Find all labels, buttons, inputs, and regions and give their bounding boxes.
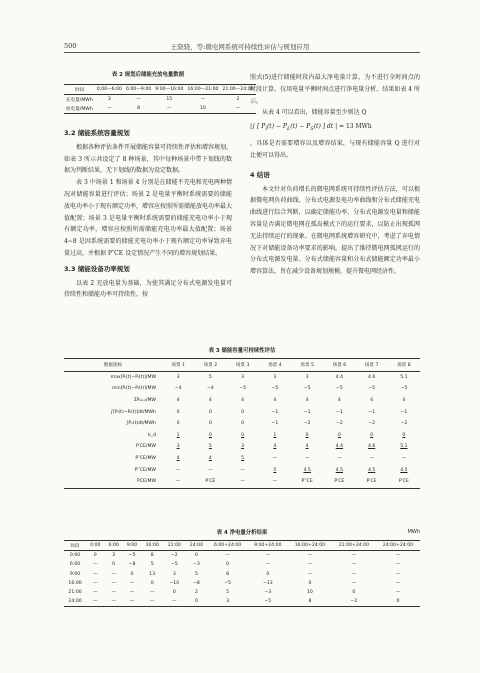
table4-row: [64, 597, 420, 607]
table4-cell: —: [92, 580, 98, 586]
table2-header-cell: 9:00—16:00: [155, 87, 184, 92]
table4-row: [64, 588, 420, 597]
table3-header-cell: 场景 7: [364, 362, 379, 368]
table3-header-cell: 场景 8: [397, 362, 411, 368]
table4-header-cell: 24:00+24:00: [382, 543, 414, 549]
table4: [64, 540, 420, 607]
table3-cell: 3: [176, 374, 180, 380]
table3-cell: —: [337, 456, 342, 462]
table2-cell: —: [235, 106, 241, 111]
table4-cell: 8: [150, 553, 154, 559]
table2-header-cell: 时间: [74, 87, 84, 93]
table3-cell: 4: [305, 444, 309, 450]
table4-cell: —: [149, 590, 155, 596]
table3-cell: ∫[Pᵢ(t)−Pₗ(t)]dt/MWh: [110, 409, 156, 415]
table3-cell: 4: [176, 456, 180, 462]
table3-cell: 0: [337, 432, 341, 438]
table3-cell: −4: [206, 386, 214, 392]
table2-cell: 2: [236, 97, 240, 102]
table2: [64, 84, 256, 114]
table3-cell: P‴CE/MW: [134, 467, 156, 473]
table3-cell: 3: [273, 374, 277, 380]
table3-cell: 0: [370, 432, 374, 438]
table3-cell: −5: [303, 386, 311, 392]
table4-header-cell: 6:00+24:00: [213, 543, 242, 549]
table4-cell: —: [307, 553, 313, 559]
table3-cell: ∫Pₛ(t)dt/MWh: [126, 421, 156, 427]
left-paragraph-2: 表 3 中场景 1 和场景 4 分别是在储能不充电和充电两种情况对储能容量进行评估；场景 2 是电量平衡时系统需要的储能放电功率小于现有额定功率，增容应按照所需储能放电功率最大值配置；场景 3 是电量平衡时系统需要的储能充电功率小于现有额定功率，增容应按照所需储能充电功率最大值配置；场景 4~8 是因系统需要的储能充电功率小于现有额定功率导致弃电量过高，并根据 P″CE 设定情况产生不同的增容规划结果。: [64, 179, 233, 257]
table4-header-cell: 0:00: [90, 543, 101, 549]
table4-header-cell: 21:00: [167, 543, 181, 549]
header-rule: [64, 52, 420, 53]
table4-cell: —: [351, 580, 357, 586]
table3-cell: 4.6: [367, 444, 376, 450]
table3-header-cell: 场景 4: [268, 362, 282, 368]
table3-cell: P′CE: [334, 479, 345, 485]
table3-cell: 5: [273, 467, 277, 473]
table3-cell: 4.5: [335, 467, 344, 473]
table3-cell: —: [272, 479, 278, 485]
table4-cell: −5: [264, 599, 272, 605]
table3-cell: 1: [273, 432, 277, 438]
table4-cell: 3: [172, 571, 176, 577]
table4-cell: 0: [194, 553, 198, 559]
table3-row: [64, 383, 420, 395]
table3-cell: −5: [400, 386, 408, 392]
table3-row: [64, 406, 420, 418]
table4-cell: 5: [226, 590, 230, 596]
table3-cell: 4: [305, 398, 309, 404]
table3-cell: P″CE/MW: [135, 456, 156, 462]
table3-cell: P′CE: [398, 479, 409, 485]
table3-cell: 0: [208, 432, 212, 438]
right-column: [250, 72, 420, 278]
table4-cell: —: [111, 590, 116, 596]
table4-cell: —: [395, 562, 401, 568]
table3-row: [64, 476, 420, 488]
table4-cell: 0: [226, 562, 230, 568]
table4-cell: 24:00: [68, 599, 82, 605]
table3: [64, 358, 420, 489]
table4-cell: —: [172, 599, 177, 605]
table4-header-cell: 9:00: [126, 543, 138, 549]
running-header: 王骁骁，等:微电网系统可持续性评估与规划应用: [170, 43, 310, 51]
table3-header-cell: 场景 3: [235, 362, 250, 368]
table3-cell: 5.1: [400, 374, 408, 380]
table2-header-cell: 21:00—24:00: [222, 87, 254, 92]
table3-cell: —: [401, 456, 407, 462]
table3-cell: 0: [305, 432, 309, 438]
table3-cell: −1: [303, 409, 311, 415]
table3-cell: —: [175, 479, 181, 485]
table3-cell: −5: [239, 386, 246, 392]
table4-cell: 8: [226, 571, 230, 577]
table3-cell: 3: [241, 444, 245, 450]
page-number: 500: [64, 42, 77, 50]
section-3-2-heading: 3.2 储能系统容量规划: [64, 129, 130, 137]
table3-cell: 3: [305, 374, 309, 380]
right-paragraph-1: 照式(5)进行储能时段内最大净电量计算，为不进行全时间点的时段计算，仅用电量平衡时间点进行净电量分析，结果如表 4 所示。: [250, 74, 420, 105]
table4-cell: —: [149, 599, 155, 605]
table4-cell: 16:00: [68, 580, 82, 586]
table2-cell: —: [200, 97, 206, 102]
table4-cell: 21:00: [68, 590, 82, 596]
table4-cell: —: [111, 599, 116, 605]
table4-cell: —: [92, 571, 98, 577]
table4-cell: 10: [306, 590, 313, 596]
table3-cell: −5: [271, 386, 279, 392]
table3-cell: —: [304, 456, 310, 462]
table3-cell: —: [208, 467, 213, 473]
table4-cell: 8: [308, 599, 312, 605]
table4-unit: MWh: [407, 529, 420, 535]
table4-cell: 0: [112, 562, 116, 568]
table2-cell: —: [167, 106, 172, 111]
table2-cell: 15: [166, 97, 173, 102]
table3-cell: 4: [337, 398, 341, 404]
table4-header-cell: 时段: [70, 543, 80, 549]
table2-cell: 3: [107, 97, 111, 102]
table3-cell: 0: [176, 409, 180, 415]
equation-result: = 13 MWh: [339, 123, 372, 131]
table3-cell: −2: [400, 421, 408, 427]
table3-cell: −1: [335, 409, 343, 415]
table3-row: [64, 430, 420, 442]
table4-cell: —: [111, 580, 116, 586]
table4-cell: −5: [170, 562, 178, 568]
table3-cell: −2: [368, 421, 375, 427]
left-paragraph-1: 根据各种评估条件开展储能容量可持续性评估和增容规划，如表 3 所示共设定了 8 种场景，其中每种场景中带下划线的数据为判断结果，无下划线的数据为设定数据。: [64, 143, 233, 175]
table4-cell: —: [395, 590, 401, 596]
table4-cell: —: [351, 562, 357, 568]
right-paragraph-3: 本文针对负荷增长的微电网系统可持续性评估方法，可以根据微电网负荷曲线、分布式电源发电功率曲线和分布式储能充电曲线进行综合判断，以确定储能功率、分布式电源发电量和储能容量是否满足微电网在孤岛模式下的运行要求，以防止出现孤网无法持续运行的现象。在微电网系统增容研究中，考虑了弃电情况下对储能设备功率要求的影响，提出了维持微电网孤网运行的分布式电源发电量、分布式储能容量和分布式储能额定功率最小增容算法，旨在减少设备规划规模，提升微电网经济性。: [250, 185, 420, 276]
table3-cell: 3: [176, 444, 180, 450]
table3-cell: 4.4: [335, 374, 344, 380]
table4-cell: —: [92, 562, 98, 568]
table4-cell: −2: [350, 599, 358, 605]
table4-header-cell: 16:00+24:00: [294, 543, 326, 549]
table3-cell: 4.5: [367, 467, 376, 473]
table4-cell: —: [395, 580, 401, 586]
table4-cell: −5: [224, 580, 231, 586]
table4-row: [64, 551, 420, 561]
table4-cell: −13: [262, 580, 273, 586]
table3-cell: —: [272, 456, 278, 462]
table4-cell: 0: [396, 599, 400, 605]
table3-cell: 4: [241, 398, 245, 404]
table3-header-cell: 场景 6: [332, 362, 347, 368]
table4-cell: —: [129, 590, 135, 596]
table4-row: [64, 560, 420, 569]
table4-cell: 0: [266, 571, 270, 577]
table4-cell: 0:00: [69, 553, 81, 559]
table2-header-cell: 16:00—21:00: [187, 87, 219, 92]
table4-cell: 2: [194, 590, 198, 596]
table3-row: [64, 418, 420, 430]
equation: |∫ [ $P_i(t) - P_L(t) - P_S(t)$ ] dt | = 13 MWh: [250, 123, 372, 133]
table4-cell: −2: [170, 553, 178, 559]
table4-cell: 5: [194, 571, 198, 577]
table3-cell: 4: [370, 398, 374, 404]
table4-cell: —: [351, 553, 357, 559]
table3-cell: 4: [273, 398, 277, 404]
table3-cell: P′CE: [366, 479, 377, 485]
table4-cell: −8: [193, 580, 200, 586]
table3-header-cell: 场景 2: [203, 362, 218, 368]
table3-cell: 0: [176, 421, 180, 427]
table3-row: [64, 453, 420, 465]
table2-cell: 10: [199, 106, 206, 111]
table3-cell: k_d: [148, 432, 156, 438]
table4-cell: 3: [226, 599, 230, 605]
table3-cell: P′CE/MW: [136, 444, 156, 450]
table3-cell: 0: [241, 409, 245, 415]
table3-caption: 表 3 储能容量可持续性评估: [208, 348, 276, 354]
table4-cell: —: [395, 553, 401, 559]
table4-cell: —: [129, 599, 135, 605]
table4-cell: 9:00: [69, 571, 81, 577]
table4-cell: —: [351, 571, 357, 577]
table3-cell: max[Pᵢ(t)−Pₗ(t)]/MW: [110, 374, 156, 380]
table4-cell: —: [92, 590, 98, 596]
table4-cell: 0: [130, 571, 134, 577]
table3-cell: 1: [176, 432, 180, 438]
table3-row: [64, 371, 420, 383]
table3-cell: 4: [273, 444, 277, 450]
table4-cell: 0: [150, 580, 154, 586]
table4-header-cell: 6:00: [108, 543, 119, 549]
table4-cell: 0: [93, 553, 97, 559]
table3-cell: 0: [241, 421, 245, 427]
table2-header-cell: 0:00—6:00: [96, 87, 122, 92]
table4-cell: —: [307, 562, 313, 568]
table3-cell: —: [369, 456, 374, 462]
table3-cell: −1: [400, 409, 408, 415]
table3-cell: 5: [208, 444, 212, 450]
right-paragraph-2a: 从表 4 可以看出，储能容量至少则达 Q: [262, 109, 367, 117]
table4-row: [64, 570, 420, 579]
table3-cell: PCE/MW: [137, 479, 156, 485]
table4-cell: 0: [308, 580, 312, 586]
table3-cell: —: [240, 467, 245, 473]
table2-header-cell: 6:00—9:00: [125, 87, 152, 92]
table3-cell: 5: [208, 374, 212, 380]
table3-cell: −1: [271, 409, 279, 415]
table4-header-cell: 24:00: [189, 543, 204, 549]
table4-cell: −5: [128, 553, 136, 559]
table3-cell: 4: [208, 456, 212, 462]
table4-row: [64, 579, 420, 588]
table3-cell: 0: [208, 409, 212, 415]
table4-cell: 6:00: [69, 562, 81, 568]
table3-cell: —: [175, 467, 181, 473]
table3-header-cell: 场景 5: [300, 362, 314, 368]
table4-cell: 3: [112, 553, 116, 559]
table4-cell: −8: [128, 562, 136, 568]
table2-cell: 8: [137, 106, 141, 111]
table4-cell: −3: [264, 590, 272, 596]
table3-cell: 4.4: [335, 444, 344, 450]
table2-cell: —: [136, 97, 141, 102]
table3-cell: −1: [271, 421, 279, 427]
table4-cell: 0: [194, 599, 198, 605]
table2-row: [64, 95, 256, 105]
table3-cell: 5: [241, 456, 245, 462]
table4-cell: —: [265, 553, 271, 559]
right-paragraph-2b: ，具体是否需要增容以及增容结果，与现有储能容量 Q 进行对比便可以得出。: [250, 140, 420, 159]
table4-header-cell: 16:00: [145, 543, 159, 549]
table2-cell: —: [107, 106, 112, 111]
table2-cell: 充电量/MWh: [66, 97, 93, 103]
table3-cell: ΣPₑₙₒₗ/MW: [133, 398, 156, 404]
table4-header-cell: 9:00+24:00: [254, 543, 282, 549]
left-paragraph-3: 以表 2 充放电量为基础，为使其满足分布式电源发电量可持续性和储能功率可持续性，按: [64, 279, 232, 299]
table4-cell: 0: [352, 590, 356, 596]
table4-cell: 5: [150, 562, 154, 568]
section-4-heading: 4 结语: [250, 170, 270, 179]
table2-row: [64, 104, 256, 114]
table3-cell: −5: [335, 386, 343, 392]
table4-cell: 13: [149, 571, 156, 577]
table4-caption: 表 4 净电量分析结果: [216, 530, 268, 536]
table4-cell: 0: [172, 590, 176, 596]
table4-cell: —: [265, 562, 271, 568]
left-column: [64, 124, 232, 301]
table3-row: [64, 395, 420, 407]
table4-cell: —: [307, 571, 313, 577]
section-3-3-heading: 3.3 储能设备功率规划: [64, 264, 130, 273]
table2-caption: 表 2 规划后储能充放电量数据: [111, 72, 185, 78]
table3-cell: P′CE: [205, 479, 216, 485]
table3-cell: 4: [402, 398, 406, 404]
table3-cell: −5: [368, 386, 375, 392]
table4-cell: −3: [193, 562, 200, 568]
table4-header-cell: 21:00+24:00: [338, 543, 370, 549]
table4-cell: —: [395, 571, 401, 577]
table3-cell: —: [240, 479, 245, 485]
table3-cell: 5.1: [400, 444, 408, 450]
table3-row: [64, 464, 420, 476]
table4-cell: —: [92, 599, 98, 605]
table3-cell: 4: [176, 398, 180, 404]
table4-cell: —: [225, 553, 230, 559]
table3-cell: 0: [402, 432, 406, 438]
table3-cell: −2: [335, 421, 343, 427]
table3-cell: 4: [208, 398, 212, 404]
table3-cell: min[Pᵢ(t)−Pₗ(t)]/MW: [111, 386, 156, 392]
table2-cell: 放电量/MWh: [66, 106, 93, 112]
table3-cell: 4.5: [303, 467, 311, 473]
table3-header-cell: 场景 1: [171, 362, 185, 368]
table3-cell: −1: [368, 409, 375, 415]
table3-cell: 0: [208, 421, 212, 427]
table3-cell: P‴CE: [301, 479, 313, 485]
table4-cell: —: [111, 571, 116, 577]
table3-cell: 0: [241, 432, 245, 438]
table3-cell: 4.6: [367, 374, 376, 380]
table3-cell: 4.5: [400, 467, 408, 473]
table4-cell: —: [129, 580, 135, 586]
table3-cell: −4: [174, 386, 182, 392]
table3-row: [64, 441, 420, 453]
table3-header-cell: 数据指标: [103, 362, 123, 368]
table3-cell: 3: [241, 374, 245, 380]
table4-cell: −10: [169, 580, 180, 586]
table3-cell: −2: [303, 421, 311, 427]
